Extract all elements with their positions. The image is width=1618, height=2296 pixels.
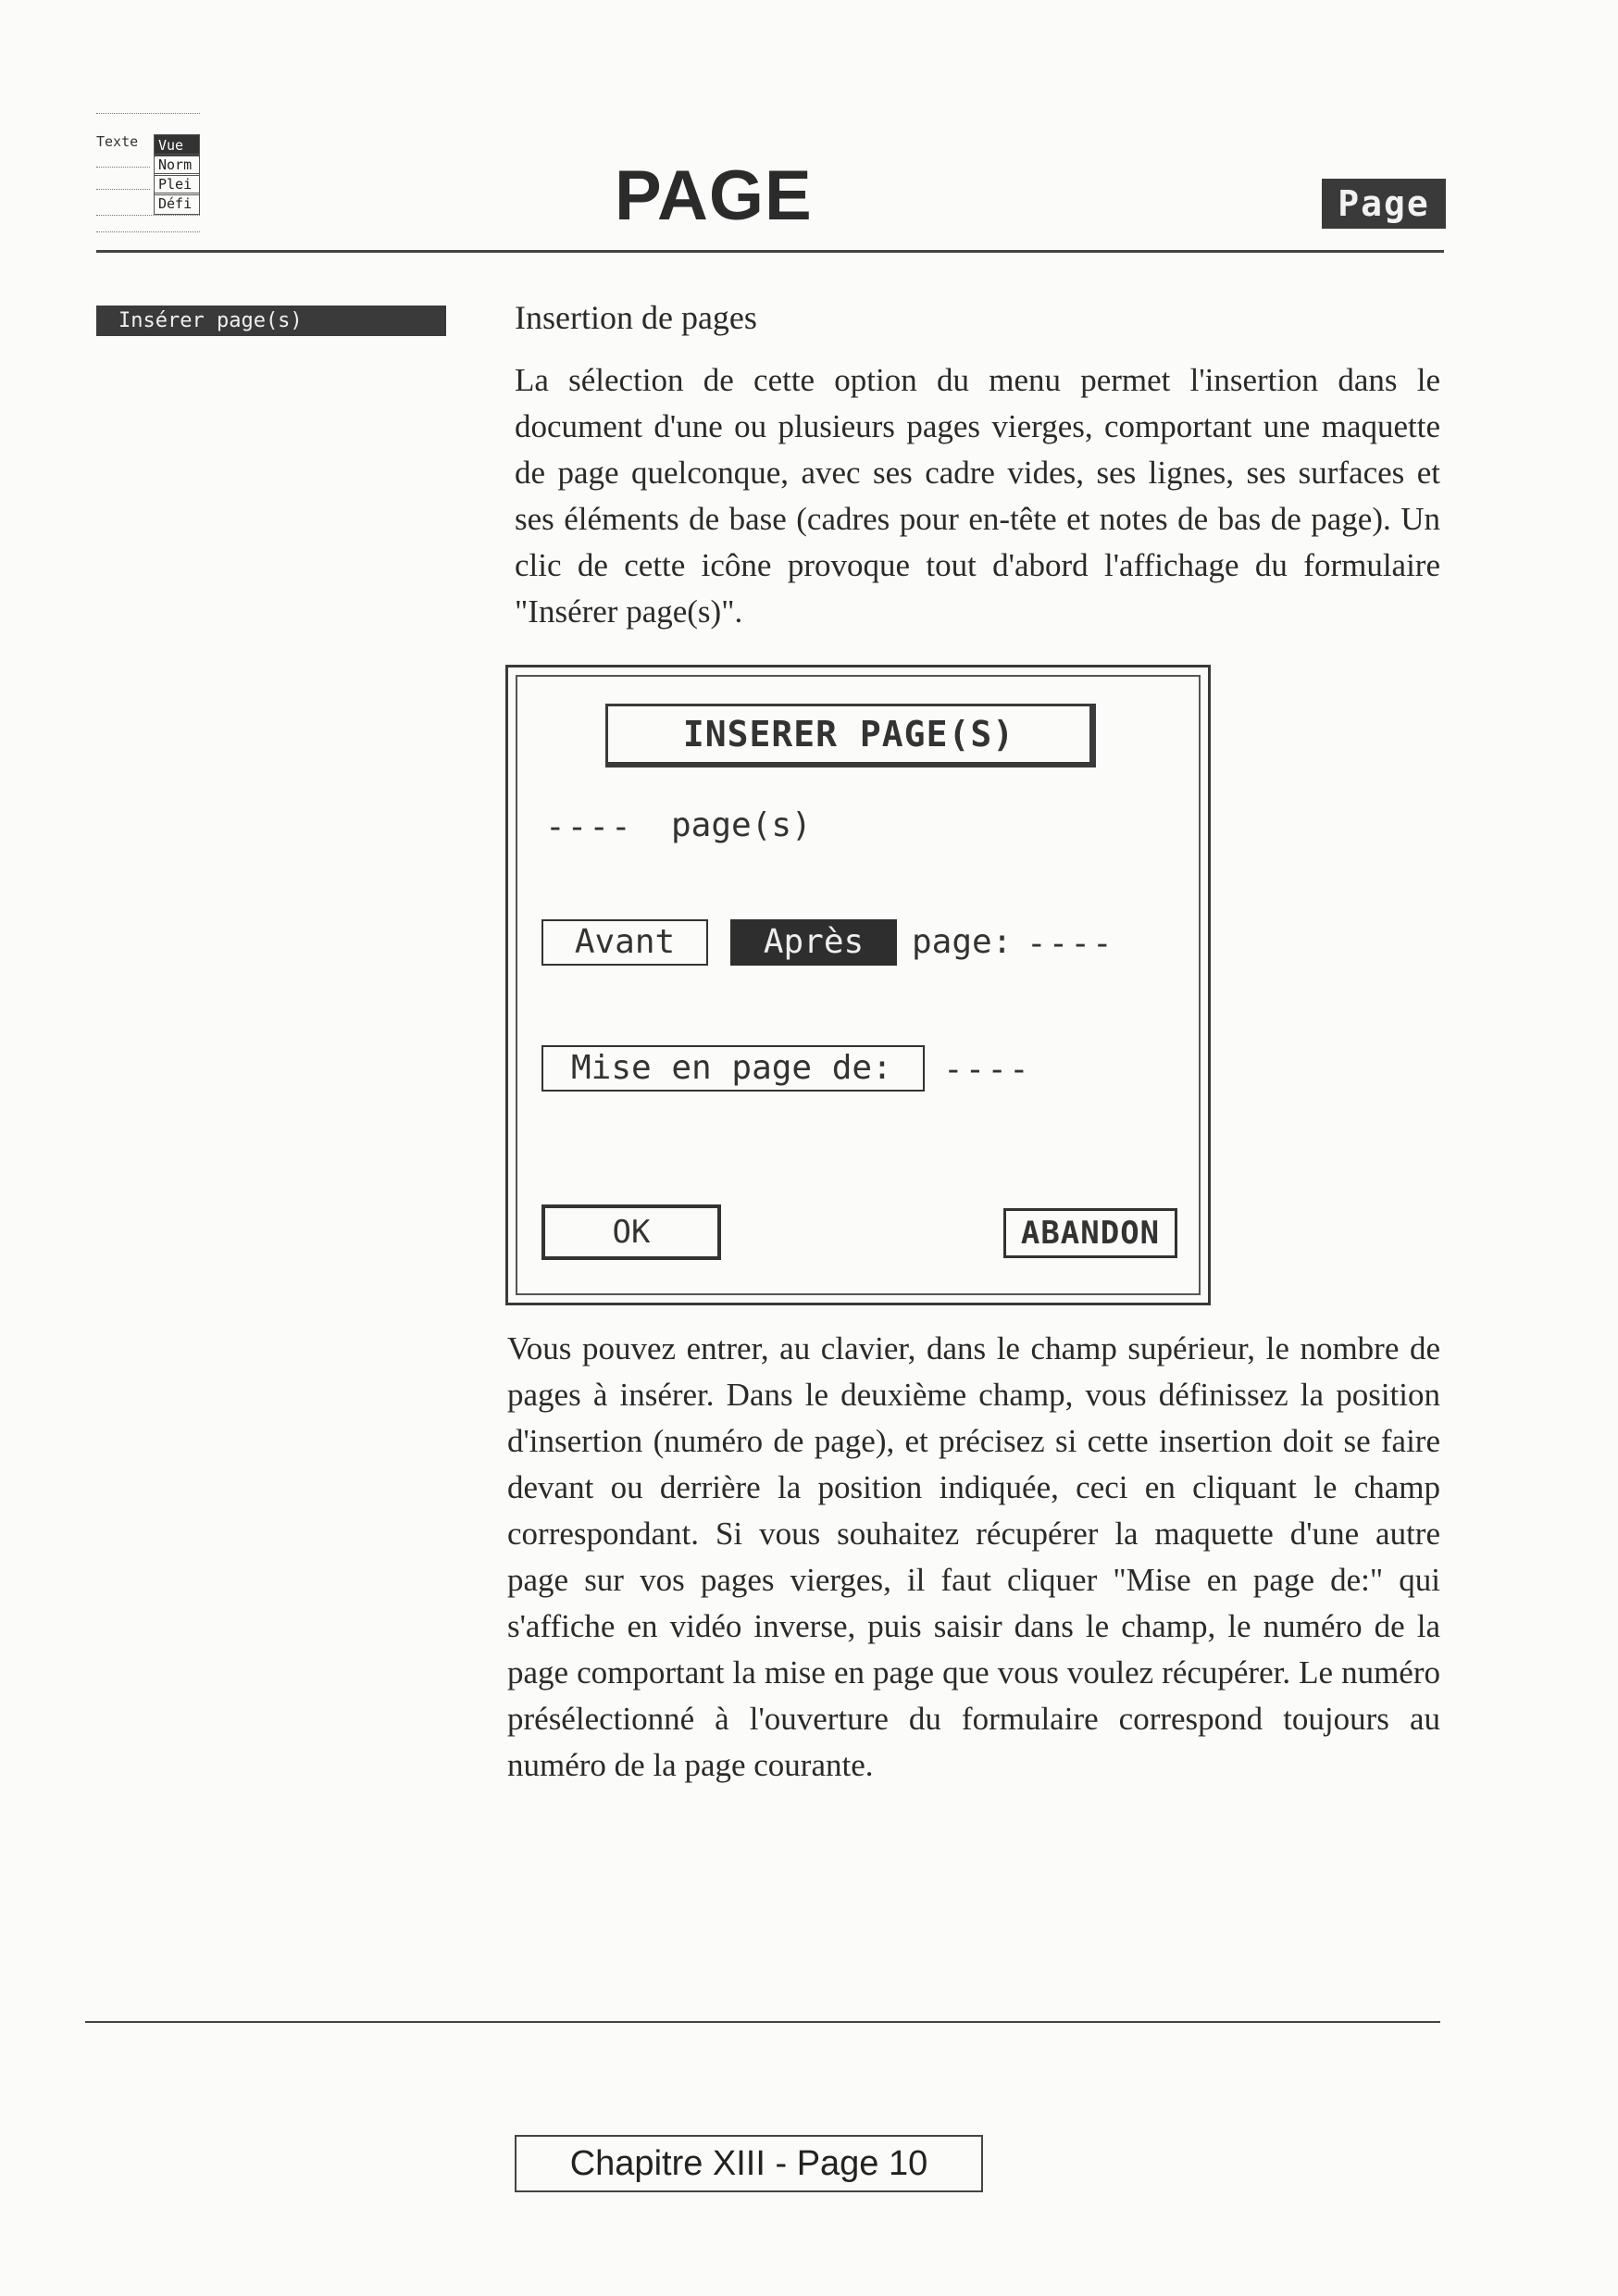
dialog-inner-frame <box>516 675 1201 1295</box>
menu-item-defi: Défi <box>154 193 200 215</box>
abandon-button[interactable]: ABANDON <box>1003 1208 1177 1258</box>
footer-rule <box>85 2021 1440 2023</box>
menu-texte-label: Texte <box>96 133 139 150</box>
insert-pages-dialog <box>505 665 1211 1305</box>
intro-paragraph: La sélection de cette option du menu permet l'insertion dans le document d'une ou plusieurs pages vierges, comportant une maquette de page quelconque, avec ses cadre vides, ses lignes, ses surfaces et ses éléments de base (cadres pour en-tête et notes de bas de page). Un clic de cette icône provoque tout d'abord l'affichage du formulaire "Insérer page(s)". <box>515 362 1440 630</box>
menu-item-plei: Plei <box>154 173 200 195</box>
page-position-label: page: <box>912 923 1013 961</box>
avant-button[interactable]: Avant <box>541 919 708 966</box>
menu-icon <box>96 113 200 235</box>
page-title: PAGE <box>615 156 813 235</box>
dialog-title: INSERER PAGE(S) <box>605 704 1096 767</box>
page-count-field[interactable]: ---- <box>545 808 633 846</box>
menu-item-vue: Vue <box>154 134 200 156</box>
apres-button[interactable]: Après <box>730 919 897 966</box>
page-count-label: page(s) <box>671 806 812 844</box>
menu-item-norm: Norm <box>154 154 200 176</box>
explanation-paragraph: Vous pouvez entrer, au clavier, dans le champ supérieur, le nombre de pages à insérer. Dans le deuxième champ, vous définissez la position d'insertion (numéro de page), et précisez si cette insertion doit se faire devant ou derrière la position indiquée, ceci en cliquant le champ correspondant. Si vous souhaitez récupérer la maquette d'une autre page sur vos pages vierges, il faut cliquer "Mise en page de:" qui s'affiche en vidéo inverse, puis saisir dans le champ, le numéro de la page comportant la mise en page que vous voulez récupérer. Le numéro présélectionné à l'ouverture du formulaire correspond toujours au numéro de la page courante. <box>507 1330 1440 1783</box>
page-badge: Page <box>1322 179 1446 229</box>
sidebar-label: Insérer page(s) <box>96 306 446 336</box>
mise-en-page-field[interactable]: ---- <box>943 1051 1031 1089</box>
mise-en-page-button[interactable]: Mise en page de: <box>541 1045 925 1092</box>
ok-button[interactable]: OK <box>541 1204 721 1260</box>
section-title: Insertion de pages <box>515 299 757 336</box>
page-position-field[interactable]: ---- <box>1027 925 1114 963</box>
header-rule <box>96 250 1444 253</box>
footer-page-label: Chapitre XIII - Page 10 <box>515 2135 983 2192</box>
